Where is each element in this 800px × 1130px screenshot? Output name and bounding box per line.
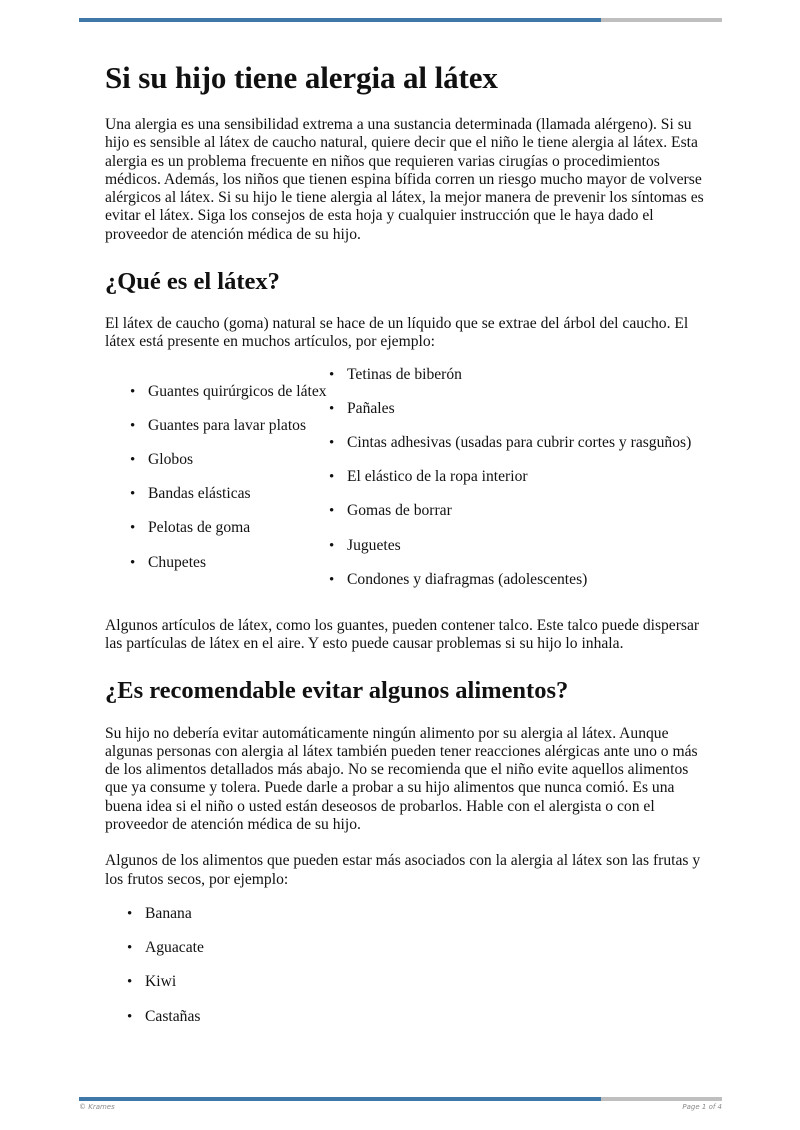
list-item: • Pañales xyxy=(327,400,697,418)
section-heading-food: ¿Es recomendable evitar algunos alimentos? xyxy=(105,676,569,704)
list-item: • Juguetes xyxy=(327,537,697,555)
bottom-bar-accent xyxy=(79,1097,601,1101)
top-bar-accent xyxy=(79,18,601,22)
bottom-bar-track xyxy=(601,1097,722,1101)
latex-items-list-2 xyxy=(327,366,697,605)
top-progress-bar xyxy=(79,18,722,22)
food-paragraph-2: Algunos de los alimentos que pueden estar más asociados con la alergia al látex son las frutas y los frutos secos, por ejemplo: xyxy=(105,852,701,888)
list-item: • Bandas elásticas xyxy=(105,485,327,503)
list-item: • Condones y diafragmas (adolescentes) xyxy=(327,571,697,589)
talc-paragraph: Algunos artículos de látex, como los guantes, pueden contener talco. Este talco puede dispersar las partículas de látex en el aire. Y esto puede causar problemas si su hijo lo inhala. xyxy=(105,616,700,653)
food-paragraph-1: Su hijo no debería evitar automáticamente ningún alimento por su alergia al látex. Aunque algunas personas con alergia al látex también pueden tener reacciones alérgicas ante uno o más de los alimentos detallados más abajo. No se recomienda que el niño evite aquellos alimentos que ya consume y tolera. Puede darle a probar a su hijo alimentos que nunca comió. Es una buena idea si el niño o usted están deseosos de probarlos. Hable con el alergista o con el proveedor de atención médica de su hijo. xyxy=(105,724,698,834)
list-item: • El elástico de la ropa interior xyxy=(327,468,697,486)
list-item: • Globos xyxy=(105,451,327,469)
list-item: • Cintas adhesivas (usadas para cubrir cortes y rasguños) xyxy=(327,434,697,452)
list-item: • Castañas xyxy=(105,1008,705,1026)
list-item: • Pelotas de goma xyxy=(105,519,327,537)
list-item: • Tetinas de biberón xyxy=(327,366,697,384)
list-item: • Aguacate xyxy=(105,939,705,957)
list-item: • Guantes para lavar platos xyxy=(105,417,327,435)
copyright-text: © Krames xyxy=(79,1103,115,1111)
document-body xyxy=(105,52,705,1042)
list-item: • Kiwi xyxy=(105,973,705,991)
page-footer xyxy=(79,1103,722,1111)
section-heading-latex: ¿Qué es el látex? xyxy=(105,268,280,296)
bottom-progress-bar xyxy=(79,1097,722,1101)
top-bar-track xyxy=(601,18,722,22)
list-item: • Gomas de borrar xyxy=(327,502,697,520)
list-item: • Chupetes xyxy=(105,554,327,572)
page-title: Si su hijo tiene alergia al látex xyxy=(105,60,498,95)
intro-paragraph: Una alergia es una sensibilidad extrema a una sustancia determinada (llamada alérgeno). Si su hijo es sensible al látex de caucho natural, quiere decir que el niño le tiene alergia al látex. Esta alergia es un problema frecuente en niños que requieren varias cirugías o procedimientos médicos. Además, los niños que tienen espina bífida corren un riesgo mucho mayor de volverse alérgicos al látex. Si su hijo le tiene alergia al látex, la mejor manera de prevenir los síntomas es evitar el látex. Siga los consejos de esta hoja y cualquier instrucción que le haya dado el proveedor de atención médica de su hijo. xyxy=(105,116,704,243)
food-items-list xyxy=(105,905,705,1026)
latex-items-columns xyxy=(105,366,705,605)
list-item: • Guantes quirúrgicos de látex xyxy=(105,383,327,401)
page-number: Page 1 of 4 xyxy=(682,1103,722,1111)
latex-paragraph: El látex de caucho (goma) natural se hace de un líquido que se extrae del árbol del caucho. El látex está presente en muchos artículos, por ejemplo: xyxy=(105,315,689,351)
latex-items-list-1 xyxy=(105,366,327,605)
list-item: • Banana xyxy=(105,905,705,923)
